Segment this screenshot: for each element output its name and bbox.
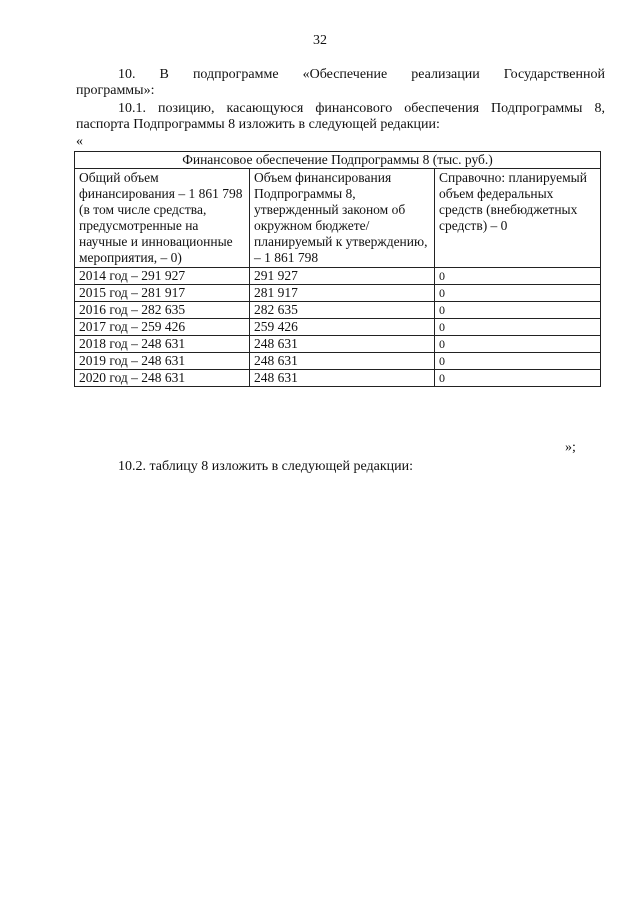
section-10-2: 10.2. таблицу 8 изложить в следующей редакции: (118, 459, 414, 474)
section-10-line1: 10. В подпрограмме «Обеспечение реализации Государственной (118, 67, 605, 82)
row-subprogram-value: 259 426 (250, 319, 435, 336)
section-10-line2: программы»: (76, 83, 155, 98)
row-year-total: 2014 год – 291 927 (75, 268, 250, 285)
row-federal-value: 0 (435, 370, 601, 387)
row-federal-value: 0 (435, 268, 601, 285)
row-year-total: 2017 год – 259 426 (75, 319, 250, 336)
row-year-total: 2020 год – 248 631 (75, 370, 250, 387)
table-row (75, 302, 601, 319)
table-row (75, 370, 601, 387)
row-year-total: 2018 год – 248 631 (75, 336, 250, 353)
row-subprogram-value: 248 631 (250, 353, 435, 370)
row-subprogram-value: 291 927 (250, 268, 435, 285)
header-subprogram-financing: Объем финансирования Подпрограммы 8, утвержденный законом об окружном бюджете/ планируемый к утверждению, – 1 861 798 (250, 169, 435, 268)
section-10-1-line2: паспорта Подпрограммы 8 изложить в следующей редакции: (76, 117, 440, 132)
row-year-total: 2016 год – 282 635 (75, 302, 250, 319)
page-number: 32 (313, 33, 327, 48)
table-row (75, 268, 601, 285)
row-year-total: 2019 год – 248 631 (75, 353, 250, 370)
row-federal-value: 0 (435, 302, 601, 319)
table-row (75, 336, 601, 353)
open-quote: « (76, 134, 83, 149)
header-federal-reference: Справочно: планируемый объем федеральных средств (внебюджетных средств) – 0 (435, 169, 601, 268)
row-federal-value: 0 (435, 285, 601, 302)
close-quote: »; (565, 440, 576, 455)
row-year-total: 2015 год – 281 917 (75, 285, 250, 302)
section-10-1-line1: 10.1. позицию, касающуюся финансового обеспечения Подпрограммы 8, (118, 101, 605, 116)
row-federal-value: 0 (435, 353, 601, 370)
financing-table (74, 151, 601, 387)
row-federal-value: 0 (435, 336, 601, 353)
row-subprogram-value: 282 635 (250, 302, 435, 319)
row-subprogram-value: 248 631 (250, 336, 435, 353)
table-caption-row (75, 152, 601, 169)
row-subprogram-value: 248 631 (250, 370, 435, 387)
table-row (75, 353, 601, 370)
header-total-financing: Общий объем финансирования – 1 861 798 (в том числе средства, предусмотренные на научные и инновационные мероприятия, – 0) (75, 169, 250, 268)
table-row (75, 285, 601, 302)
table-row (75, 319, 601, 336)
table-header-row (75, 169, 601, 268)
table-caption: Финансовое обеспечение Подпрограммы 8 (тыс. руб.) (75, 152, 601, 169)
row-subprogram-value: 281 917 (250, 285, 435, 302)
row-federal-value: 0 (435, 319, 601, 336)
